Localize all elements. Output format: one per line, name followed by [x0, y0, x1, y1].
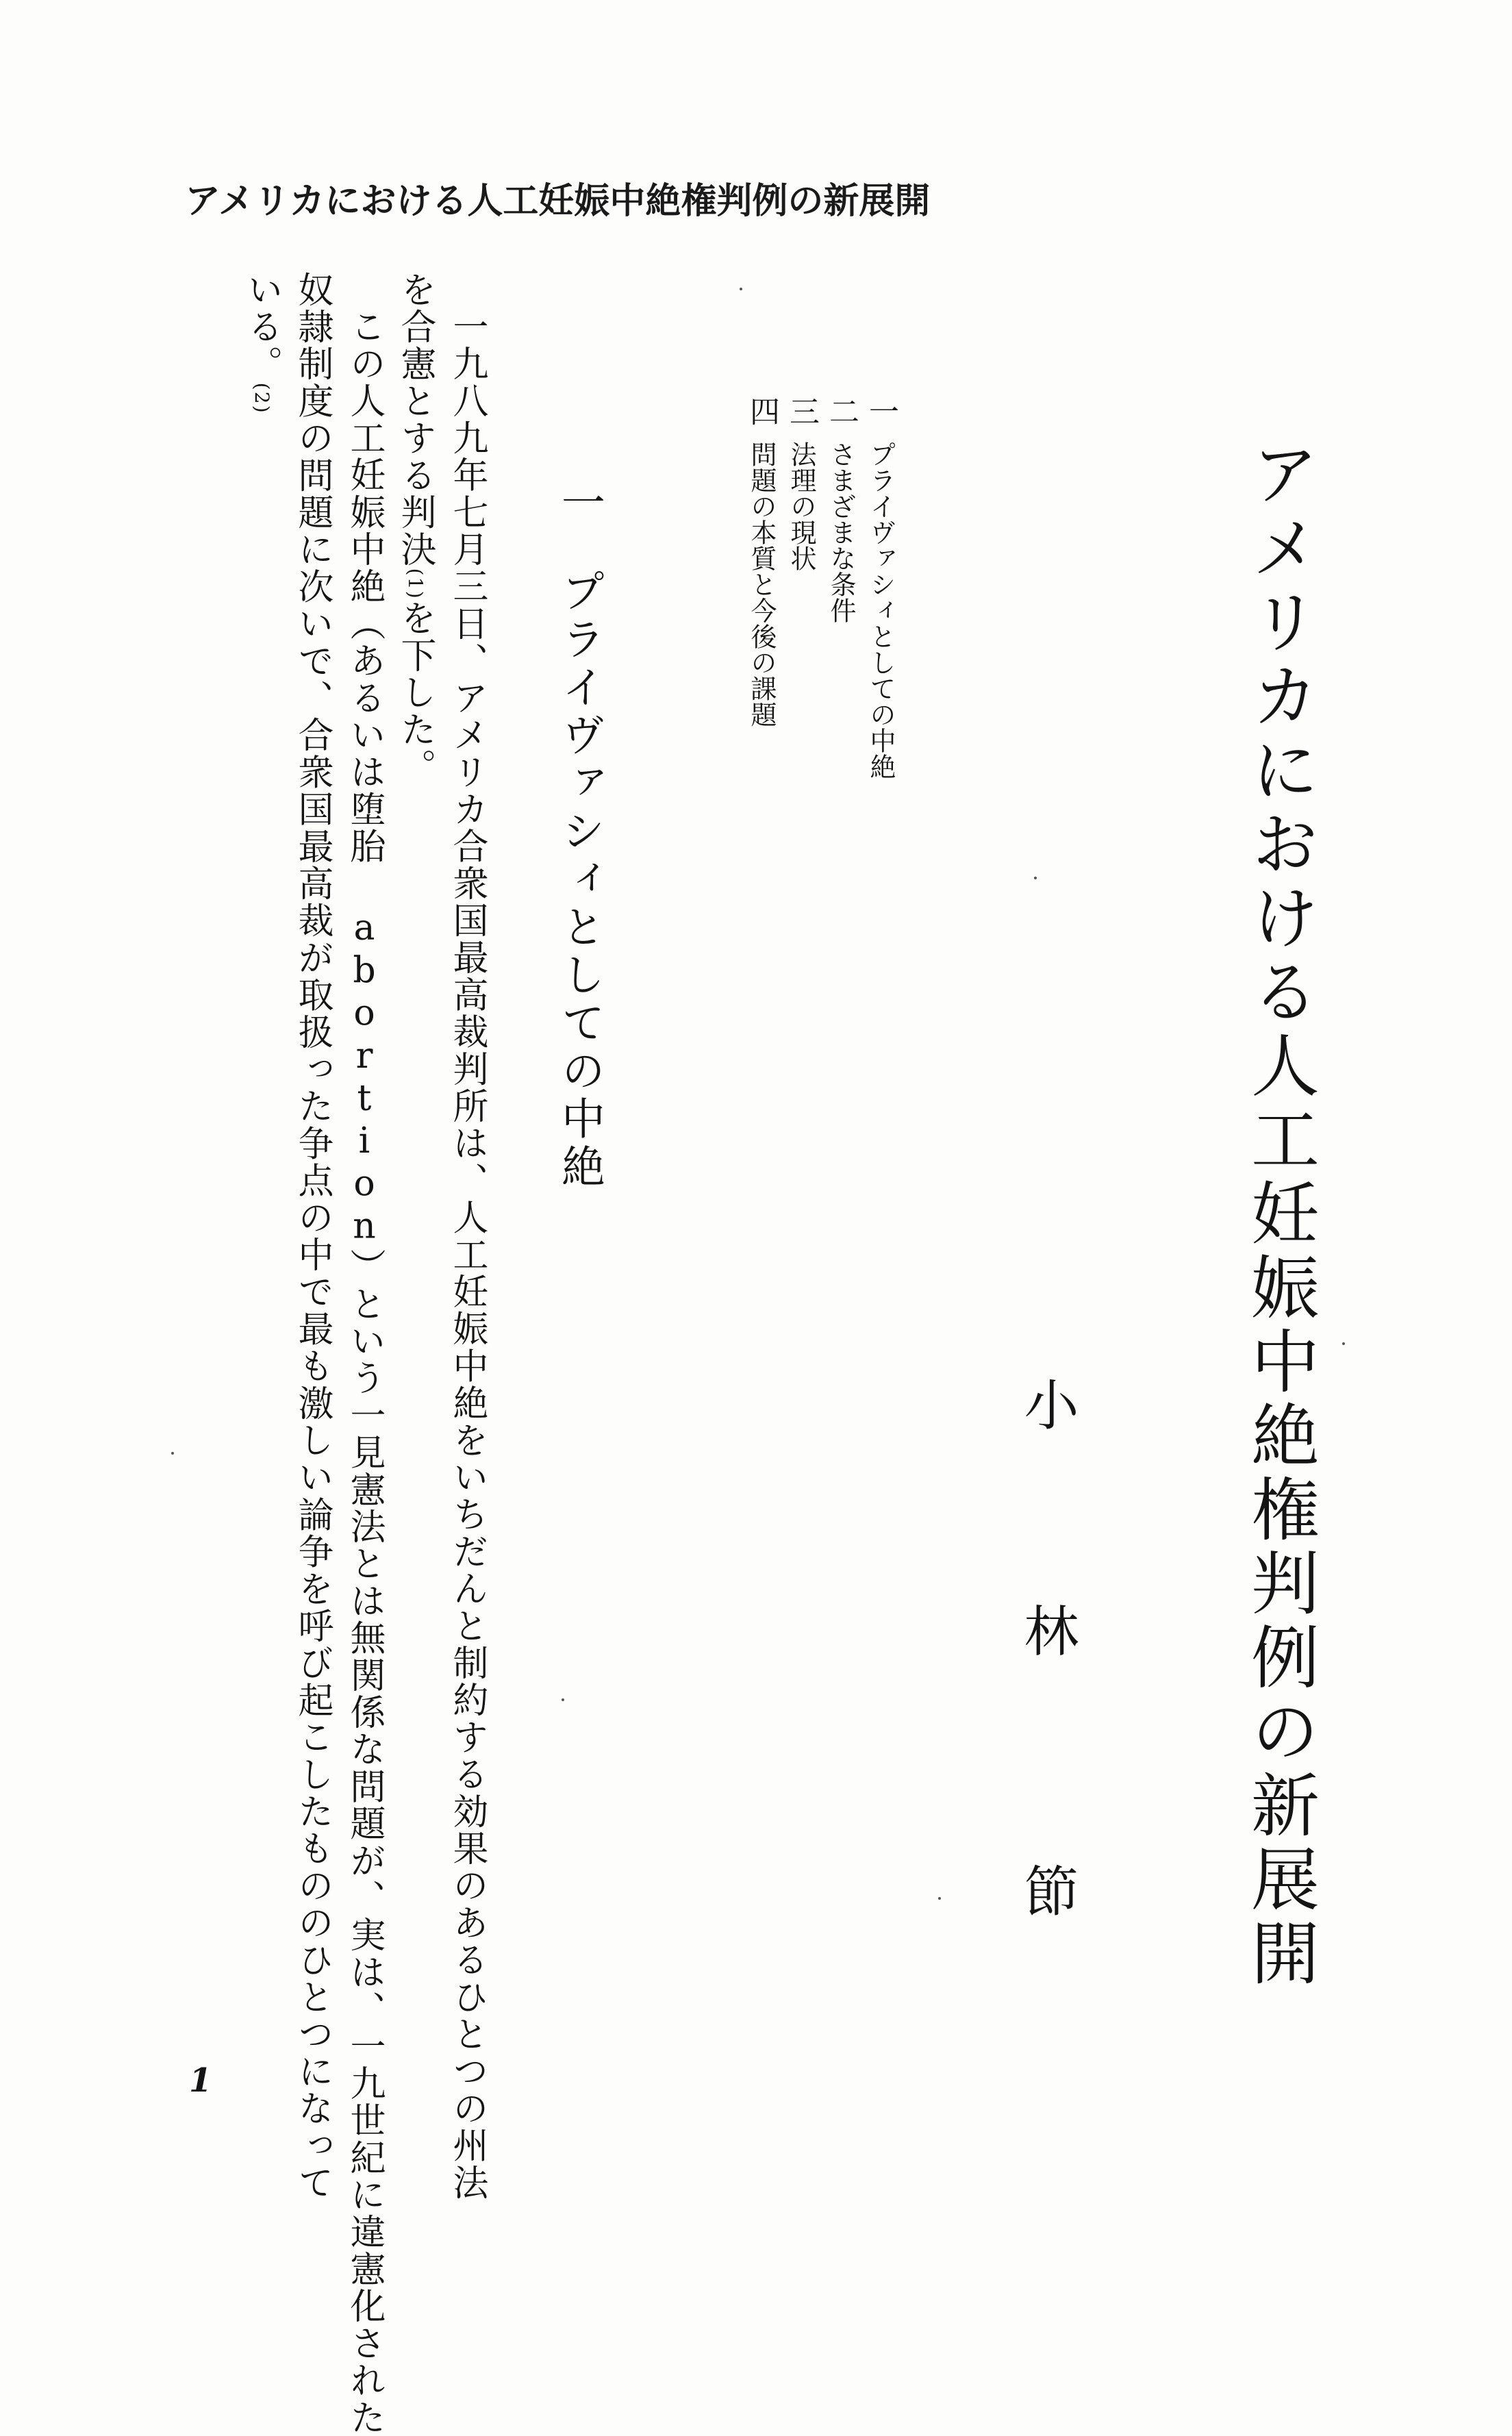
- section-number: 一: [554, 479, 605, 527]
- body-text: を合憲とする判決: [394, 271, 436, 568]
- body-line: [292, 271, 333, 2202]
- toc-label: 法理の現状: [786, 441, 816, 571]
- toc-label: プライヴァシィとしての中絶: [866, 441, 896, 779]
- body-text: を下した。: [394, 599, 436, 786]
- body-line: [344, 308, 385, 2436]
- scan-speck: [938, 1897, 941, 1900]
- scan-speck: [1342, 1342, 1345, 1345]
- toc-item: [866, 396, 896, 779]
- body-line: [446, 308, 488, 2202]
- footnote-ref[interactable]: (2): [251, 382, 273, 414]
- toc-item: [824, 396, 859, 623]
- body-text: 一九八九年七月三日、アメリカ合衆国最高裁判所は、人工妊娠中絶をいちだんと制約する効果のあるひとつの州法: [446, 308, 488, 2202]
- toc-number: 三: [784, 396, 819, 426]
- page-number: 1: [189, 2061, 212, 2100]
- body-line: [394, 271, 436, 786]
- article-title: アメリカにおける人工妊娠中絶権判例の新展開: [1239, 438, 1320, 1992]
- author-char: 小: [1015, 1377, 1079, 1431]
- section-heading: [554, 479, 605, 1192]
- body-line: [241, 271, 282, 414]
- body-text: この人工妊娠中絶（あるいは堕胎 abortion）という一見憲法とは無関係な問題が、実は、一九世紀に違憲化された: [344, 308, 385, 2436]
- author-char: 林: [1015, 1603, 1079, 1657]
- toc-item: [784, 396, 819, 571]
- scan-speck: [171, 1452, 174, 1455]
- toc-label: 問題の本質と今後の課題: [746, 441, 777, 727]
- author-char: 節: [1015, 1863, 1079, 1918]
- body-text: いる。: [241, 271, 282, 383]
- scan-speck: [562, 1698, 564, 1701]
- scan-speck: [740, 288, 742, 290]
- toc-label: さまざまな条件: [826, 441, 856, 623]
- section-title: プライヴァシィとしての中絶: [554, 568, 605, 1192]
- running-head: アメリカにおける人工妊娠中絶権判例の新展開: [185, 181, 931, 222]
- body-text: 奴隷制度の問題に次いで、合衆国最高裁が取扱った争点の中で最も激しい論争を呼び起こしたもののひとつになって: [292, 271, 333, 2202]
- toc-number: 二: [824, 396, 859, 426]
- scan-speck: [1034, 877, 1037, 879]
- toc-item: [746, 396, 777, 727]
- toc-number: 四: [744, 396, 779, 426]
- toc-number: 一: [864, 396, 898, 426]
- footnote-ref[interactable]: (1): [404, 568, 427, 600]
